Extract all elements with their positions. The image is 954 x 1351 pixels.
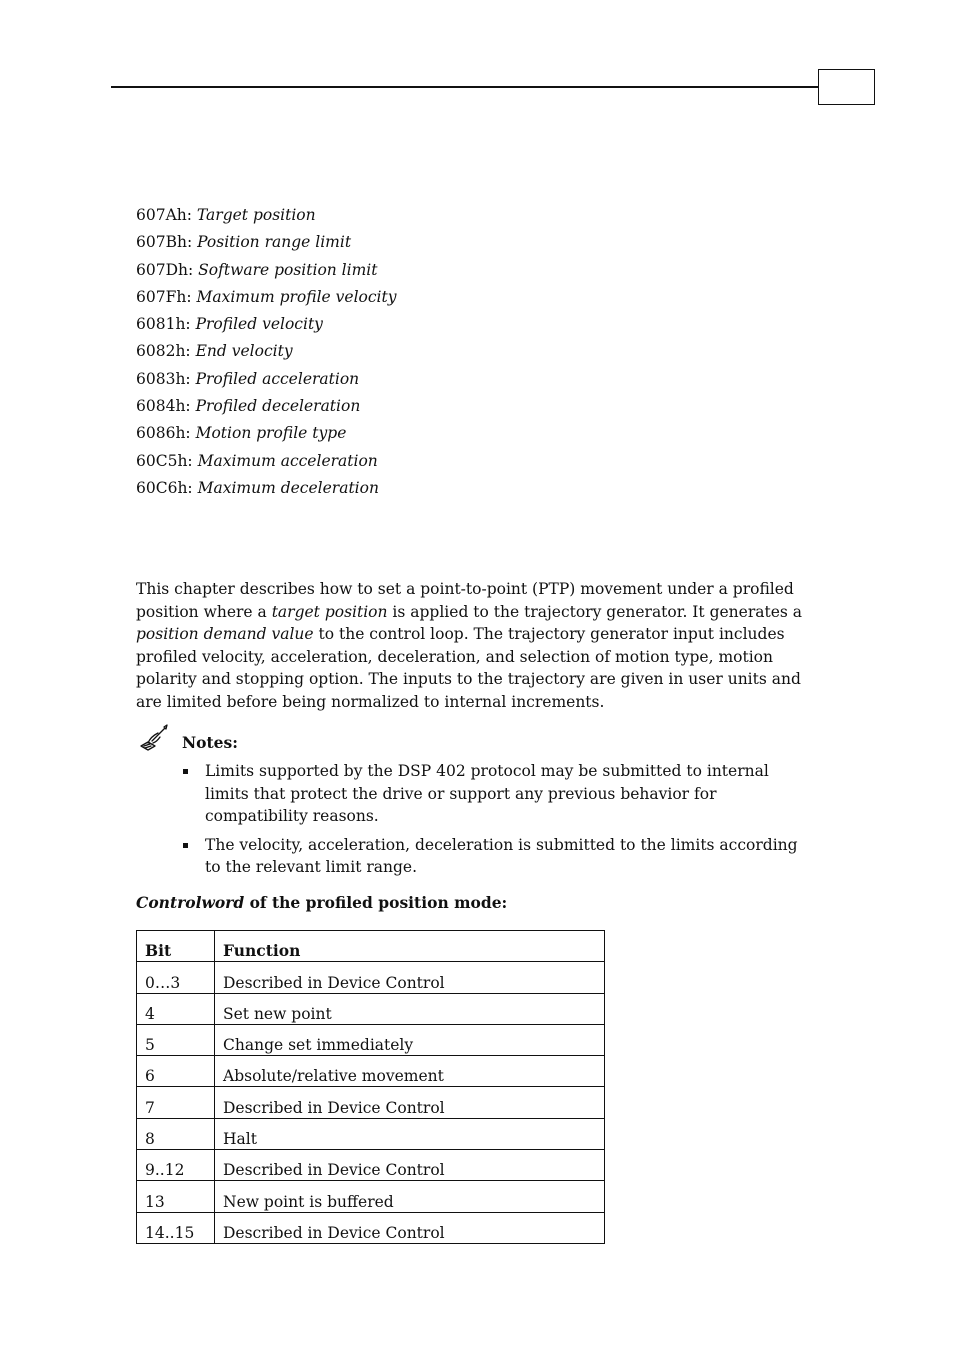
list-item: 6083h: Profiled acceleration [136,369,360,388]
list-item: 60C6h: Maximum deceleration [136,478,379,497]
bullet-icon [183,769,188,774]
page-number-box [818,69,875,105]
list-item: 607Ah: Target position [136,206,316,224]
table-row: 7 Described in Device Control [137,1087,605,1118]
table-row: 6 Absolute/relative movement [137,1056,605,1087]
table-row: 8 Halt [137,1118,605,1149]
list-item: 6084h: Profiled deceleration [136,397,361,416]
list-item: 607Fh: Maximum profile velocity [136,287,397,306]
intro-paragraph: This chapter describes how to set a point-to-point (PTP) movement under a profiled position where a target position is applied to the trajectory generator. It generates a position demand value to the control loop. The trajectory generator input includes profiled velocity, acceleration, deceleration, and selection of motion type, motion polarity and stopping option. The inputs to the trajectory are given in user units and are limited before being normalized to internal increments. [136,580,803,711]
list-item: 60C5h: Maximum acceleration [136,451,378,470]
table-row: 4 Set new point [137,993,605,1024]
list-item: 6081h: Profiled velocity [136,315,323,334]
list-item: 607Dh: Software position limit [136,260,378,279]
list-item: 607Bh: Position range limit [136,233,352,252]
notes-title: Notes: [182,733,238,752]
column-header-bit: Bit [137,931,215,962]
object-list [136,203,397,503]
controlword-caption: Controlword of the profiled position mode: [136,893,508,912]
table-row: 5 Change set immediately [137,1024,605,1055]
table-row: 13 New point is buffered [137,1181,605,1212]
list-item: Limits supported by the DSP 402 protocol may be submitted to internal limits that protect the drive or support any previous behavior for compatibility reasons. [183,760,813,828]
list-item: The velocity, acceleration, deceleration is submitted to the limits according to the relevant limit range. [183,834,813,879]
writing-hand-icon [138,722,170,754]
list-item: 6086h: Motion profile type [136,424,347,443]
table-row: 14..15 Described in Device Control [137,1212,605,1243]
controlword-table [136,930,605,1244]
table-header-row [137,931,605,962]
table-row: 0…3 Described in Device Control [137,962,605,993]
bullet-icon [183,843,188,848]
list-item: 6082h: End velocity [136,342,293,361]
header-rule [111,86,819,88]
notes-list [183,760,813,885]
column-header-function: Function [215,931,605,962]
table-row: 9..12 Described in Device Control [137,1150,605,1181]
